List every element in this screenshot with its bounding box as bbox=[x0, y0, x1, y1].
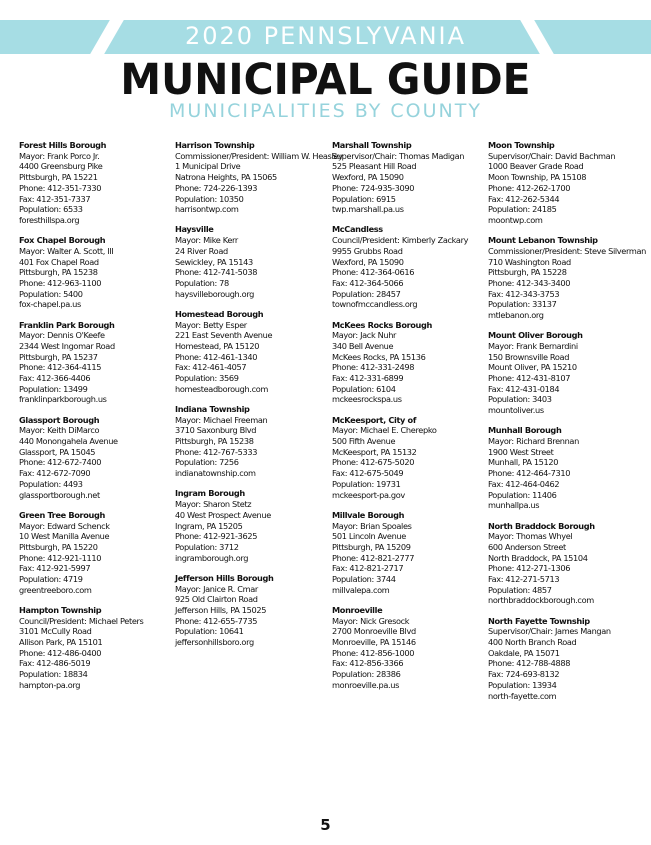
municipality-detail-line: Phone: 412-788-4888 bbox=[488, 658, 571, 669]
municipality-detail-line: Population: 10350 bbox=[175, 193, 244, 204]
municipality-detail-line: 925 Old Clairton Road bbox=[175, 594, 258, 605]
municipality-entry bbox=[175, 140, 343, 215]
municipality-entry bbox=[488, 235, 646, 321]
municipality-detail-line: Mayor: Keith DiMarco bbox=[19, 425, 100, 436]
municipality-detail-line: McKees Rocks, PA 15136 bbox=[332, 351, 426, 362]
page-number: 5 bbox=[320, 816, 331, 834]
municipality-detail-line: Phone: 412-921-1110 bbox=[19, 552, 102, 563]
municipality-detail-line: Fax: 412-461-4057 bbox=[175, 362, 247, 373]
municipality-detail-line: Phone: 724-935-3090 bbox=[332, 182, 415, 193]
listing-column bbox=[19, 140, 169, 700]
municipality-detail-line: Phone: 412-461-1340 bbox=[175, 351, 258, 362]
municipality-detail-line: Mayor: Walter A. Scott, III bbox=[19, 245, 114, 256]
municipality-detail-line: munhallpa.us bbox=[488, 500, 540, 511]
municipality-detail-line: Glassport, PA 15045 bbox=[19, 446, 96, 457]
municipality-detail-line: Mayor: Michael Freeman bbox=[175, 414, 268, 425]
municipality-entry bbox=[332, 140, 482, 215]
municipality-detail-line: 710 Washington Road bbox=[488, 256, 571, 267]
municipality-detail-line: 9955 Grubbs Road bbox=[332, 245, 403, 256]
municipality-entry bbox=[488, 425, 638, 511]
page-title: MUNICIPAL GUIDE bbox=[120, 55, 531, 105]
municipality-detail-line: jeffersonhillsboro.org bbox=[175, 637, 254, 648]
municipality-detail-line: Population: 6915 bbox=[332, 193, 396, 204]
municipality-detail-line: 600 Anderson Street bbox=[488, 541, 566, 552]
municipality-detail-line: 3710 Saxonburg Blvd bbox=[175, 425, 257, 436]
municipality-detail-line: Phone: 412-431-8107 bbox=[488, 373, 571, 384]
municipality-detail-line: Fax: 412-921-5997 bbox=[19, 563, 91, 574]
municipality-detail-line: Commissioner/President: Steve Silverman bbox=[488, 245, 646, 256]
municipality-detail-line: Mayor: Thomas Whyel bbox=[488, 531, 573, 542]
municipality-detail-line: monroeville.pa.us bbox=[332, 679, 400, 690]
municipality-detail-line: Phone: 412-364-0616 bbox=[332, 267, 415, 278]
municipality-detail-line: Population: 3744 bbox=[332, 574, 396, 585]
municipality-detail-line: Population: 3403 bbox=[488, 394, 552, 405]
municipality-detail-line: Population: 4493 bbox=[19, 478, 83, 489]
municipality-detail-line: 150 Brownsville Road bbox=[488, 351, 570, 362]
municipality-detail-line: Fax: 412-486-5019 bbox=[19, 658, 91, 669]
municipality-detail-line: Mayor: Sharon Stetz bbox=[175, 499, 252, 510]
municipality-detail-line: Mayor: Dennis O'Keefe bbox=[19, 330, 105, 341]
municipality-detail-line: Jefferson Hills, PA 15025 bbox=[175, 604, 267, 615]
municipality-detail-line: Council/President: Michael Peters bbox=[19, 615, 144, 626]
municipality-entry bbox=[488, 616, 638, 702]
municipality-detail-line: Population: 78 bbox=[175, 277, 229, 288]
municipality-detail-line: Commissioner/President: William W. Heasley bbox=[175, 150, 343, 161]
municipality-entry bbox=[175, 488, 325, 563]
municipality-detail-line: Fax: 412-431-0184 bbox=[488, 383, 560, 394]
municipality-detail-line: Allison Park, PA 15101 bbox=[19, 637, 103, 648]
municipality-detail-line: Fax: 412-675-5049 bbox=[332, 468, 404, 479]
municipality-detail-line: 340 Bell Avenue bbox=[332, 340, 394, 351]
municipality-detail-line: Pittsburgh, PA 15221 bbox=[19, 172, 98, 183]
municipality-detail-line: foresthillspa.org bbox=[19, 214, 80, 225]
municipality-detail-line: homesteadborough.com bbox=[175, 383, 269, 394]
municipality-detail-line: Phone: 412-767-5333 bbox=[175, 446, 258, 457]
municipality-name: Homestead Borough bbox=[175, 308, 264, 319]
municipality-detail-line: franklinparkborough.us bbox=[19, 394, 107, 405]
municipality-detail-line: Munhall, PA 15120 bbox=[488, 457, 559, 468]
municipality-detail-line: Mayor: Edward Schenck bbox=[19, 520, 110, 531]
page-subtitle: MUNICIPALITIES BY COUNTY bbox=[169, 100, 482, 122]
municipality-name: McKeesport, City of bbox=[332, 414, 417, 425]
municipality-detail-line: 440 Monongahela Avenue bbox=[19, 436, 118, 447]
municipality-entry bbox=[332, 605, 482, 691]
municipality-detail-line: Phone: 412-821-2777 bbox=[332, 552, 415, 563]
municipality-detail-line: Population: 13934 bbox=[488, 679, 557, 690]
municipality-entry bbox=[332, 415, 482, 501]
municipality-entry bbox=[19, 415, 169, 501]
municipality-detail-line: McKeesport, PA 15132 bbox=[332, 446, 417, 457]
municipality-detail-line: Mayor: Frank Bernardini bbox=[488, 340, 578, 351]
municipality-detail-line: Fax: 412-331-6899 bbox=[332, 373, 404, 384]
municipality-name: North Braddock Borough bbox=[488, 520, 595, 531]
municipality-detail-line: Mayor: Frank Porco Jr. bbox=[19, 150, 100, 161]
municipality-detail-line: mckeesport-pa.gov bbox=[332, 489, 405, 500]
municipality-detail-line: Mayor: Betty Esper bbox=[175, 319, 247, 330]
municipality-detail-line: Pittsburgh, PA 15237 bbox=[19, 351, 98, 362]
municipality-detail-line: Population: 3712 bbox=[175, 541, 239, 552]
listing-column bbox=[488, 140, 646, 711]
municipality-detail-line: Phone: 412-331-2498 bbox=[332, 362, 415, 373]
municipality-detail-line: Phone: 412-364-4115 bbox=[19, 362, 102, 373]
municipality-detail-line: moontwp.com bbox=[488, 214, 543, 225]
municipality-detail-line: Phone: 412-856-1000 bbox=[332, 647, 415, 658]
municipality-detail-line: mckeesrockspa.us bbox=[332, 394, 402, 405]
municipality-detail-line: Mayor: Mike Kerr bbox=[175, 235, 238, 246]
municipality-detail-line: indianatownship.com bbox=[175, 468, 256, 479]
municipality-entry bbox=[19, 605, 169, 691]
municipality-name: Jefferson Hills Borough bbox=[175, 572, 274, 583]
municipality-detail-line: 2344 West Ingomar Road bbox=[19, 340, 115, 351]
municipality-detail-line: Mount Oliver, PA 15210 bbox=[488, 362, 577, 373]
municipality-entry bbox=[488, 330, 638, 416]
municipality-detail-line: Pittsburgh, PA 15238 bbox=[175, 436, 254, 447]
banner-title: 2020 PENNSLYVANIA bbox=[184, 22, 467, 50]
municipality-entry bbox=[332, 510, 482, 596]
municipality-detail-line: Fax: 412-821-2717 bbox=[332, 563, 404, 574]
municipality-detail-line: Fax: 412-464-0462 bbox=[488, 478, 560, 489]
municipality-name: Fox Chapel Borough bbox=[19, 235, 106, 246]
municipality-detail-line: Phone: 412-921-3625 bbox=[175, 531, 258, 542]
municipality-entry bbox=[175, 573, 325, 648]
municipality-detail-line: north-fayette.com bbox=[488, 690, 557, 701]
municipality-detail-line: twp.marshall.pa.us bbox=[332, 204, 404, 215]
municipality-detail-line: fox-chapel.pa.us bbox=[19, 299, 81, 310]
municipality-detail-line: Fax: 412-366-4406 bbox=[19, 373, 91, 384]
municipality-detail-line: Population: 18834 bbox=[19, 669, 88, 680]
municipality-detail-line: ingramborough.org bbox=[175, 552, 249, 563]
municipality-name: Glassport Borough bbox=[19, 414, 100, 425]
municipality-name: Harrison Township bbox=[175, 140, 255, 150]
municipality-detail-line: Phone: 724-226-1393 bbox=[175, 182, 258, 193]
municipality-entry bbox=[19, 140, 169, 226]
municipality-name: Ingram Borough bbox=[175, 488, 245, 499]
municipality-detail-line: 3101 McCully Road bbox=[19, 626, 92, 637]
municipality-name: Haysville bbox=[175, 224, 214, 235]
municipality-detail-line: Mayor: Michael E. Cherepko bbox=[332, 425, 437, 436]
municipality-detail-line: 1900 West Street bbox=[488, 446, 554, 457]
municipality-detail-line: harrisontwp.com bbox=[175, 204, 239, 215]
municipality-detail-line: 24 River Road bbox=[175, 245, 228, 256]
municipality-detail-line: Wexford, PA 15090 bbox=[332, 256, 404, 267]
municipality-detail-line: Supervisor/Chair: James Mangan bbox=[488, 626, 611, 637]
municipality-detail-line: Pittsburgh, PA 15238 bbox=[19, 267, 98, 278]
municipality-detail-line: townofmccandless.org bbox=[332, 299, 418, 310]
municipality-detail-line: greentreeboro.com bbox=[19, 584, 92, 595]
municipality-name: Green Tree Borough bbox=[19, 509, 105, 520]
municipality-detail-line: Wexford, PA 15090 bbox=[332, 172, 404, 183]
municipality-entry bbox=[175, 224, 325, 299]
municipality-detail-line: Phone: 412-464-7310 bbox=[488, 468, 571, 479]
municipality-detail-line: Council/President: Kimberly Zackary bbox=[332, 235, 469, 246]
municipality-detail-line: hampton-pa.org bbox=[19, 679, 81, 690]
municipality-name: Mount Oliver Borough bbox=[488, 330, 583, 341]
municipality-entry bbox=[19, 235, 169, 310]
municipality-detail-line: Population: 28386 bbox=[332, 669, 401, 680]
municipality-detail-line: 1 Municipal Drive bbox=[175, 161, 241, 172]
municipality-detail-line: Population: 13499 bbox=[19, 383, 88, 394]
municipality-detail-line: glassportborough.net bbox=[19, 489, 100, 500]
municipality-detail-line: Monroeville, PA 15146 bbox=[332, 637, 416, 648]
municipality-detail-line: 2700 Monroeville Blvd bbox=[332, 626, 416, 637]
municipality-detail-line: Fax: 412-271-5713 bbox=[488, 574, 560, 585]
municipality-detail-line: Ingram, PA 15205 bbox=[175, 520, 243, 531]
municipality-detail-line: Phone: 412-672-7400 bbox=[19, 457, 102, 468]
municipality-detail-line: Pittsburgh, PA 15228 bbox=[488, 267, 567, 278]
municipality-detail-line: Mayor: Janice R. Cmar bbox=[175, 583, 258, 594]
municipality-detail-line: Fax: 724-693-8132 bbox=[488, 669, 560, 680]
municipality-detail-line: Supervisor/Chair: David Bachman bbox=[488, 150, 616, 161]
municipality-detail-line: Phone: 412-351-7330 bbox=[19, 182, 102, 193]
municipality-detail-line: 500 Fifth Avenue bbox=[332, 436, 396, 447]
municipality-entry bbox=[488, 521, 638, 607]
municipality-detail-line: 401 Fox Chapel Road bbox=[19, 256, 99, 267]
municipality-detail-line: Population: 4719 bbox=[19, 574, 83, 585]
municipality-entry bbox=[175, 404, 325, 479]
municipality-detail-line: Population: 7256 bbox=[175, 457, 239, 468]
municipality-detail-line: Population: 6533 bbox=[19, 204, 83, 215]
municipality-name: McKees Rocks Borough bbox=[332, 319, 433, 330]
municipality-detail-line: 10 West Manilla Avenue bbox=[19, 531, 110, 542]
municipality-detail-line: northbraddockborough.com bbox=[488, 595, 594, 606]
municipality-detail-line: Population: 19731 bbox=[332, 478, 401, 489]
municipality-detail-line: Supervisor/Chair: Thomas Madigan bbox=[332, 150, 465, 161]
municipality-detail-line: Homestead, PA 15120 bbox=[175, 340, 260, 351]
municipality-name: Indiana Township bbox=[175, 403, 250, 414]
municipality-name: Hampton Township bbox=[19, 604, 102, 615]
municipality-detail-line: 501 Lincoln Avenue bbox=[332, 531, 406, 542]
municipality-detail-line: 40 West Prospect Avenue bbox=[175, 509, 271, 520]
municipality-detail-line: Pittsburgh, PA 15220 bbox=[19, 541, 98, 552]
municipality-detail-line: Natrona Heights, PA 15065 bbox=[175, 172, 277, 183]
municipality-name: Forest Hills Borough bbox=[19, 140, 107, 150]
municipality-entry bbox=[175, 309, 325, 395]
municipality-detail-line: 525 Pleasant Hill Road bbox=[332, 161, 417, 172]
municipality-detail-line: Phone: 412-343-3400 bbox=[488, 277, 571, 288]
municipality-name: Moon Township bbox=[488, 140, 555, 150]
municipality-detail-line: Fax: 412-351-7337 bbox=[19, 193, 91, 204]
municipality-detail-line: Population: 11406 bbox=[488, 489, 557, 500]
municipality-detail-line: Phone: 412-262-1700 bbox=[488, 182, 571, 193]
municipality-detail-line: Population: 3569 bbox=[175, 373, 239, 384]
municipality-detail-line: Population: 5400 bbox=[19, 288, 83, 299]
municipality-detail-line: Population: 6104 bbox=[332, 383, 396, 394]
municipality-detail-line: Pittsburgh, PA 15209 bbox=[332, 541, 411, 552]
municipality-detail-line: 1000 Beaver Grade Road bbox=[488, 161, 584, 172]
municipality-detail-line: 4400 Greensburg Pike bbox=[19, 161, 103, 172]
municipality-detail-line: mtlebanon.org bbox=[488, 310, 544, 321]
municipality-detail-line: Population: 10641 bbox=[175, 626, 244, 637]
municipality-detail-line: Mayor: Richard Brennan bbox=[488, 436, 579, 447]
municipality-detail-line: Population: 24185 bbox=[488, 204, 557, 215]
municipality-detail-line: Oakdale, PA 15071 bbox=[488, 647, 560, 658]
municipality-detail-line: Phone: 412-675-5020 bbox=[332, 457, 415, 468]
municipality-entry bbox=[332, 224, 482, 310]
listing-column bbox=[175, 140, 343, 657]
municipality-detail-line: Fax: 412-343-3753 bbox=[488, 288, 560, 299]
municipality-detail-line: Fax: 412-856-3366 bbox=[332, 658, 404, 669]
municipality-detail-line: Mayor: Nick Gresock bbox=[332, 615, 410, 626]
municipality-name: Munhall Borough bbox=[488, 425, 562, 436]
municipality-detail-line: Population: 4857 bbox=[488, 584, 552, 595]
municipality-detail-line: Mayor: Brian Spoales bbox=[332, 520, 412, 531]
municipality-name: North Fayette Township bbox=[488, 615, 590, 626]
municipality-name: Mount Lebanon Township bbox=[488, 235, 598, 246]
municipality-detail-line: Phone: 412-963-1100 bbox=[19, 277, 102, 288]
municipality-detail-line: haysvilleborough.org bbox=[175, 288, 255, 299]
municipality-name: Monroeville bbox=[332, 604, 383, 615]
municipality-detail-line: Phone: 412-655-7735 bbox=[175, 615, 258, 626]
municipality-detail-line: Phone: 412-271-1306 bbox=[488, 563, 571, 574]
municipality-entry bbox=[19, 320, 169, 406]
municipality-detail-line: Population: 33137 bbox=[488, 299, 557, 310]
municipality-detail-line: North Braddock, PA 15104 bbox=[488, 552, 588, 563]
municipality-detail-line: Population: 28457 bbox=[332, 288, 401, 299]
municipality-detail-line: mountoliver.us bbox=[488, 405, 544, 416]
municipality-entry bbox=[19, 510, 169, 596]
municipality-detail-line: Moon Township, PA 15108 bbox=[488, 172, 587, 183]
municipality-detail-line: millvalepa.com bbox=[332, 584, 390, 595]
municipality-detail-line: 400 North Branch Road bbox=[488, 637, 577, 648]
municipality-detail-line: Fax: 412-364-5066 bbox=[332, 277, 404, 288]
municipality-detail-line: Fax: 412-262-5344 bbox=[488, 193, 560, 204]
municipality-detail-line: Fax: 412-672-7090 bbox=[19, 468, 91, 479]
municipality-name: Millvale Borough bbox=[332, 509, 405, 520]
municipality-detail-line: Sewickley, PA 15143 bbox=[175, 256, 253, 267]
municipality-entry bbox=[488, 140, 638, 226]
municipality-name: McCandless bbox=[332, 224, 383, 235]
municipality-entry bbox=[332, 320, 482, 406]
municipality-detail-line: Phone: 412-741-5038 bbox=[175, 267, 258, 278]
municipality-detail-line: Mayor: Jack Nuhr bbox=[332, 330, 397, 341]
listing-column bbox=[332, 140, 482, 700]
municipality-detail-line: 221 East Seventh Avenue bbox=[175, 330, 273, 341]
municipality-name: Marshall Township bbox=[332, 140, 412, 150]
municipality-detail-line: Phone: 412-486-0400 bbox=[19, 647, 102, 658]
municipality-name: Franklin Park Borough bbox=[19, 319, 115, 330]
